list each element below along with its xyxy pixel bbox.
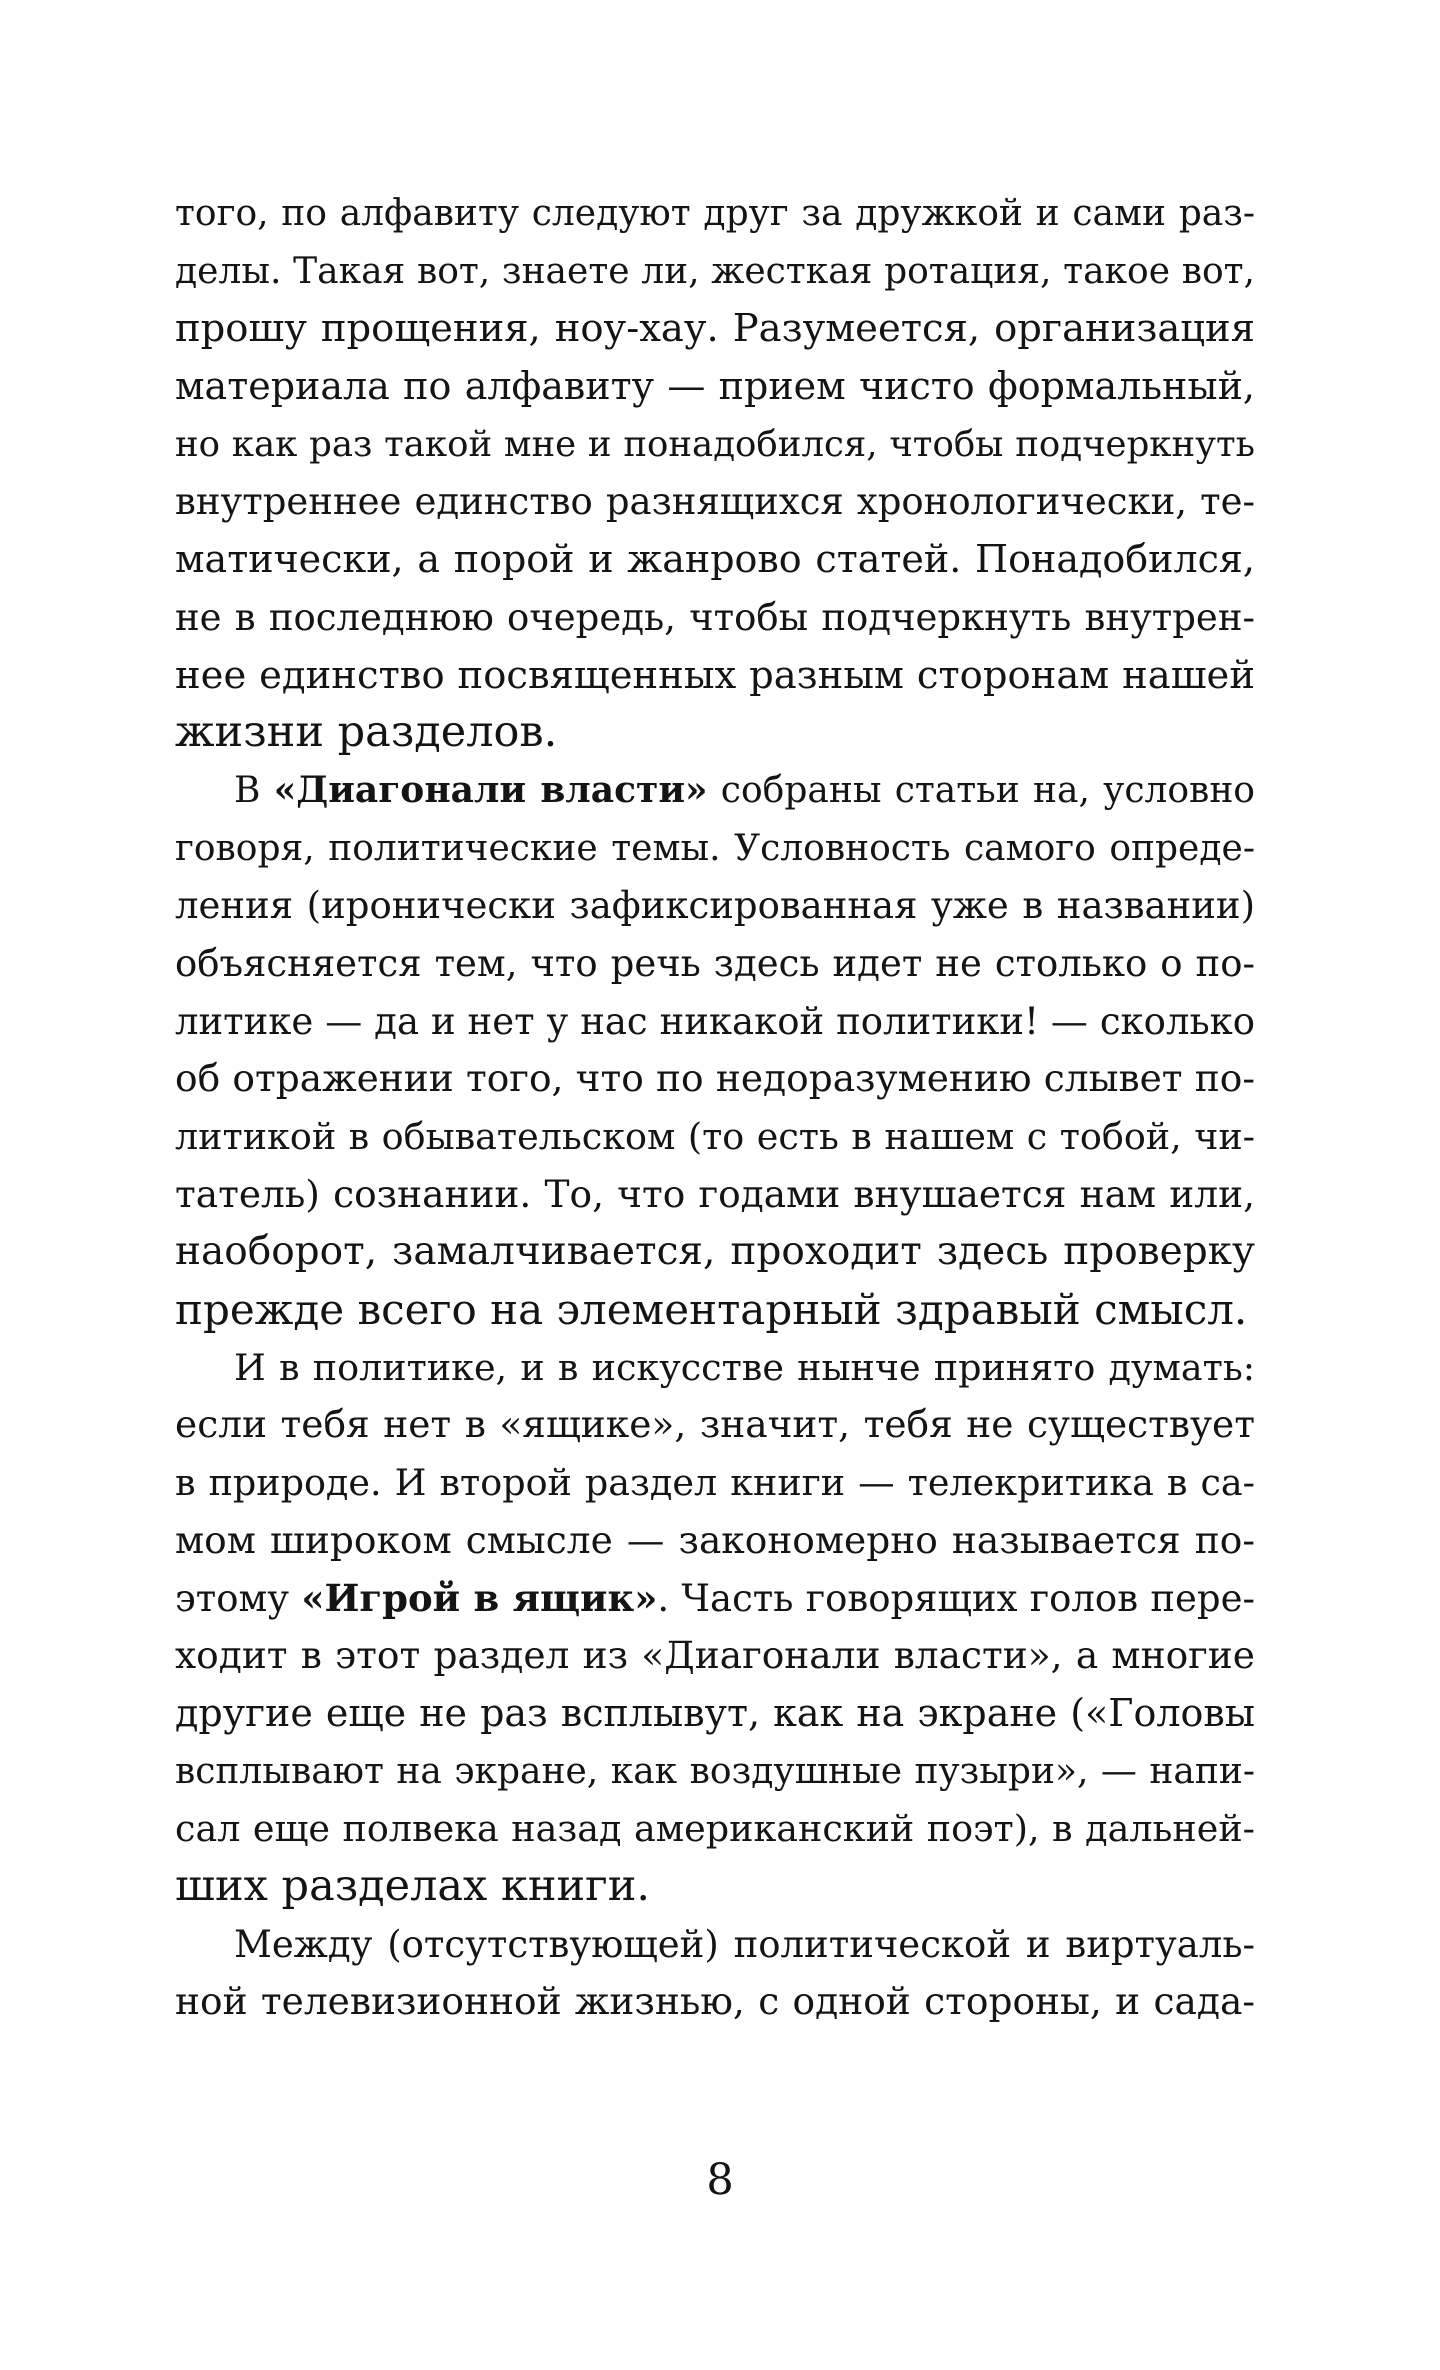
text-line: литике — да и нет у нас никакой политики! — сколько xyxy=(175,999,1255,1043)
text-line xyxy=(175,762,1255,820)
text-line: матически, а порой и жанрово статей. Понадобился, xyxy=(175,537,1255,582)
text-line: наоборот, замалчивается, проходит здесь проверку xyxy=(175,1229,1255,1275)
text-line: И в политике, и в искусстве нынче принято думать: xyxy=(234,1345,1255,1389)
text-line: внутреннее единство разнящихся хронологически, те- xyxy=(175,480,1255,524)
section-title-diagonali-vlasti: «Диагонали власти» xyxy=(273,768,708,811)
text-line: если тебя нет в «ящике», значит, тебя не существует xyxy=(175,1402,1255,1447)
page-number: 8 xyxy=(706,2155,734,2205)
text-fragment: В xyxy=(234,769,274,811)
text-line: сал еще полвека назад американский поэт), в дальней- xyxy=(175,1807,1255,1851)
section-title-igra-v-yashchik: «Игрой в ящик» xyxy=(301,1575,658,1620)
text-line: ходит в этот раздел из «Диагонали власти», а многие xyxy=(175,1633,1255,1678)
text-fragment: собраны статьи на, условно xyxy=(707,769,1255,811)
text-line: того, по алфавиту следуют друг за дружкой и сами раз- xyxy=(175,193,1255,234)
text-line: материала по алфавиту — прием чисто формальный, xyxy=(175,364,1255,409)
text-line: прошу прощения, ноу-хау. Разумеется, организация xyxy=(175,306,1255,352)
text-line: жизни разделов. xyxy=(175,707,558,758)
text-line: другие еще не раз всплывут, как на экране («Головы xyxy=(175,1690,1255,1735)
text-line: не в последнюю очередь, чтобы подчеркнуть внутрен- xyxy=(175,595,1255,639)
text-line: татель) сознании. То, что годами внушается нам или, xyxy=(175,1171,1255,1216)
text-line: прежде всего на элементарный здравый смысл. xyxy=(175,1285,1248,1335)
text-line: ших разделах книги. xyxy=(175,1860,651,1911)
text-line: Между (отсутствующей) политической и виртуаль- xyxy=(234,1922,1255,1966)
text-line: говоря, политические темы. Условность самого опреде- xyxy=(175,827,1255,869)
text-line: ной телевизионной жизнью, с одной стороны, и сада- xyxy=(175,1979,1255,2024)
text-fragment: . Часть говорящих голов пере- xyxy=(657,1576,1255,1620)
text-line: нее единство посвященных разным сторонам нашей xyxy=(175,652,1255,698)
text-line: ления (иронически зафиксированная уже в названии) xyxy=(175,884,1255,928)
text-fragment: этому xyxy=(175,1576,302,1620)
text-line: объясняется тем, что речь здесь идет не столько о по- xyxy=(175,941,1255,985)
text-line: мом широком смысле — закономерно называется по- xyxy=(175,1517,1255,1562)
text-line: об отражении того, что по недоразумению слывет по- xyxy=(175,1056,1255,1101)
text-line: всплывают на экране, как воздушные пузыри», — напи- xyxy=(175,1750,1255,1792)
text-line xyxy=(175,1570,1255,1628)
text-line: но как раз такой мне и понадобился, чтобы подчеркнуть xyxy=(175,423,1255,465)
body-text xyxy=(175,185,1255,2031)
text-line: делы. Такая вот, знаете ли, жесткая ротация, такое вот, xyxy=(175,250,1255,292)
text-line: литикой в обывательском (то есть в нашем с тобой, чи- xyxy=(175,1115,1255,1158)
text-line: в природе. И второй раздел книги — телекритика в са- xyxy=(175,1461,1255,1505)
